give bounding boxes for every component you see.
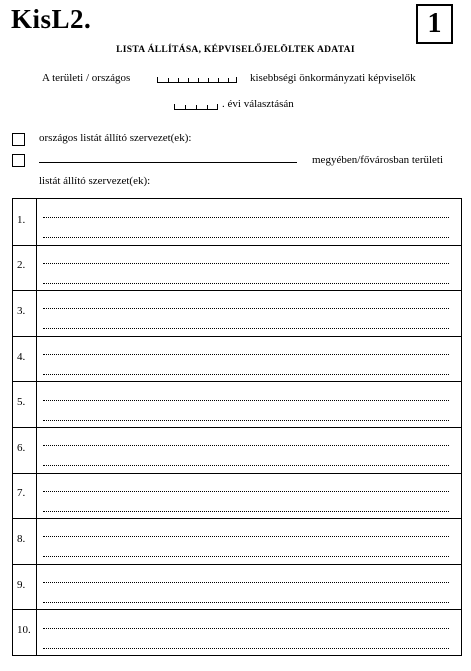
table-row [13, 245, 461, 292]
organisation-name-field[interactable] [43, 536, 449, 537]
election-year-field[interactable] [174, 104, 218, 110]
table-row [13, 290, 461, 337]
organisation-name-field-line2[interactable] [43, 465, 449, 466]
election-prefix: A területi / országos [42, 72, 131, 84]
table-row [13, 564, 461, 611]
table-row [13, 336, 461, 383]
county-name-field[interactable] [39, 162, 297, 163]
minority-name-field[interactable] [157, 77, 237, 83]
row-number: 9. [17, 578, 26, 591]
table-row [13, 427, 461, 474]
form-code: KisL2. [11, 4, 92, 34]
organisation-name-field[interactable] [43, 354, 449, 355]
row-number: 8. [17, 532, 26, 545]
organisation-name-field[interactable] [43, 217, 449, 218]
table-row [13, 609, 461, 655]
row-number: 7. [17, 487, 26, 500]
organisation-name-field[interactable] [43, 263, 449, 264]
territorial-list-label-cont: listát állító szervezet(ek): [39, 175, 151, 187]
organisation-name-field-line2[interactable] [43, 556, 449, 557]
organisation-name-field-line2[interactable] [43, 602, 449, 603]
organisation-name-field[interactable] [43, 582, 449, 583]
table-row [13, 199, 461, 246]
organisation-name-field[interactable] [43, 491, 449, 492]
election-suffix: kisebbségi önkormányzati képviselők [250, 72, 416, 84]
national-list-label: országos listát állító szervezet(ek): [39, 132, 192, 144]
form-title: LISTA ÁLLÍTÁSA, KÉPVISELŐJELÖLTEK ADATAI [116, 45, 355, 55]
row-number: 6. [17, 441, 26, 454]
organisation-name-field[interactable] [43, 445, 449, 446]
page-number-box: 1 [416, 4, 453, 44]
organisation-name-field[interactable] [43, 628, 449, 629]
row-number: 4. [17, 350, 26, 363]
table-row [13, 518, 461, 565]
row-number: 2. [17, 259, 26, 272]
organisation-name-field-line2[interactable] [43, 283, 449, 284]
national-list-checkbox[interactable] [12, 133, 25, 146]
organisation-name-field-line2[interactable] [43, 420, 449, 421]
row-number: 10. [17, 624, 31, 637]
organisation-name-field[interactable] [43, 308, 449, 309]
row-number: 1. [17, 213, 26, 226]
territorial-list-label: megyében/fővárosban területi [312, 154, 444, 166]
organisation-name-field-line2[interactable] [43, 648, 449, 649]
row-number: 5. [17, 396, 26, 409]
organisation-name-field-line2[interactable] [43, 374, 449, 375]
territorial-list-checkbox[interactable] [12, 154, 25, 167]
election-year-suffix: . évi választásán [222, 98, 294, 110]
row-number: 3. [17, 304, 26, 317]
organisation-name-field-line2[interactable] [43, 511, 449, 512]
organisation-name-field-line2[interactable] [43, 237, 449, 238]
table-row [13, 381, 461, 428]
organisation-name-field-line2[interactable] [43, 328, 449, 329]
organisation-table [12, 198, 462, 656]
organisation-name-field[interactable] [43, 400, 449, 401]
table-row [13, 473, 461, 520]
